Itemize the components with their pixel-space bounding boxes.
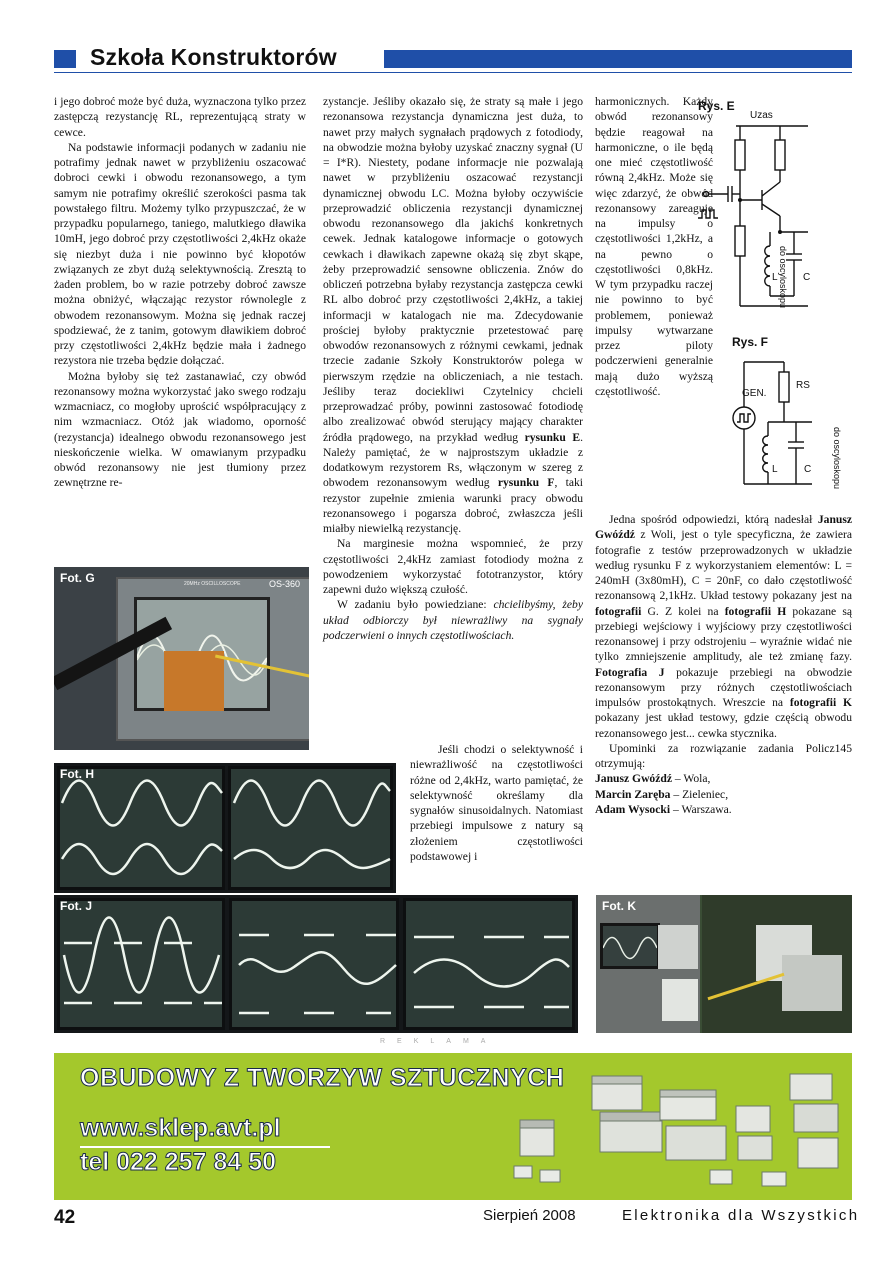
column-3-narrow (595, 94, 713, 399)
figure-label: Rys. F (732, 335, 769, 349)
photo-j (54, 895, 578, 1033)
figure-label: Rys. E (698, 99, 735, 113)
resistor-label: RS (796, 380, 810, 391)
advert-url-link[interactable]: www.sklep.avt.pl (80, 1114, 281, 1142)
paragraph: i jego dobroć może być duża, wyznaczona tylko przez zastępczą rezystancję RL, reprezentującą straty w cewce. (54, 95, 306, 139)
column-2 (323, 94, 583, 643)
paragraph: Można byłoby się też zastanawiać, czy obwód rezonansowy można wykorzystać jako swego rodzaju wzmacniacz, co mogłoby uprościć współpracujący z nim wzmacniacz. Otóż jak wiadomo, oporność (rezystancja) idealnego obwodu rezonansowego jest nieskończenie wielka. W omawianym przypadku obwód rezonansowy nie jest tłumiony przez zewnętrzne re- (54, 369, 306, 490)
paragraph: Jedna spośród odpowiedzi, którą nadesłał Janusz Gwóźdź z Woli, jest o tyle specyficzna, że zawiera fotografie z testów przeprowadzonych w układzie według rysunku F z wykorzystaniem elementów: L = 240mH (3x80mH), C = 20nF, co dało częstotliwość rezonansową 2,1kHz. Układ testowy pokazany jest na fotografii G. Z kolei na fotografii H pokazane są przebiegi wejściowy i wyjściowy przy częstotliwości rezonansowej i przy odstrojeniu – wyraźnie widać nie tylko zmniejszenie amplitudy, ale też zmianę fazy. Fotografia J pokazuje przebiegi na obwodzie rezonansowym przy różnych częstotliwościach impulsów prostokątnych. Wreszcie na fotografii K pokazany jest układ testowy, gdzie częścią obwodu rezonansowego jest... cewka stycznika. (595, 513, 852, 740)
section-title: Szkoła Konstruktorów (90, 44, 337, 70)
schematic-f (732, 332, 852, 502)
paragraph: Na podstawie informacji podanych w zadaniu nie potrafimy jednak nawet w przybliżeniu oszacować dobroci cewki i obwodu rezonansowego, a tym samym nie potrafimy określić szerokości pasma tak powstałego filtru. Możemy tylko przypuszczać, że w przypadku popularnego, taniego, malutkiego dławika 10mH, jego dobroć przy częstotliwości 2,4kHz okaże się niezbyt duża i nie powinno być kłopotów związanych ze zbyt dużą selektywnością. Zresztą to żaden problem, bo w razie potrzeby dobroć zawsze można obniżyć, włączając rezystor równolegle z obwodem rezonansowym. Można się jednak raczej spodziewać, że z tanim, gotowym dławikiem dobroć przy częstotliwości 2,4kHz będzie mała i żadnego rezystora nie trzeba będzie dołączać. (54, 140, 306, 368)
capacitor-label: C (804, 464, 812, 475)
magazine-title: Elektronika dla Wszystkich (622, 1207, 860, 1224)
photo-label: Fot. G (60, 571, 95, 585)
header-square (54, 50, 76, 68)
figure-e (698, 96, 853, 321)
scope-model: OS-360 (269, 579, 301, 589)
column-3 (595, 512, 852, 817)
inductor-label: L (772, 464, 778, 475)
winner: Janusz Gwóźdź – Wola, (595, 772, 711, 786)
column-2-lower (410, 742, 583, 864)
paragraph: Jeśli chodzi o selektywność i niewrażliwość na częstotliwości różne od 2,4kHz, warto pamiętać, że selektywność określamy dla sygnałów sinusoidalnych. Natomiast przebiegi impulsowe z natury są złożeniem częstotliwości podstawowej i (410, 743, 583, 863)
enclosures-image (500, 1060, 850, 1195)
photo-k (596, 895, 852, 1033)
generator-label: GEN. (742, 388, 767, 399)
advert-title: OBUDOWY Z TWORZYW SZTUCZNYCH (80, 1064, 565, 1092)
advert-phone: tel 022 257 84 50 (80, 1148, 276, 1176)
photo-g (54, 567, 309, 750)
photo-h (54, 763, 396, 893)
output-label: do oscyloskopu (778, 246, 788, 309)
winner: Marcin Zaręba – Zieleniec, (595, 787, 729, 801)
output-label: do oscyloskopu (832, 427, 842, 490)
issue-date: Sierpień 2008 (483, 1207, 576, 1224)
paragraph: zystancje. Jeśliby okazało się, że straty są małe i jego rezonansowa rezystancja dynamiczna jest duża, to nawet przy małych sygnałach prądowych z fotodiody, na obwodzie można byłoby uzyskać znaczny sygnał (U = I*R). Niestety, podane informacje nie pozwalają nawet w przybliżeniu oszacować rezystancji dynamicznej obwodu LC. Można byłoby oczywiście przeprowadzić obliczenia rezystancji dynamicznej obwodu rezonansowego dla jakichś konkretnych cewek. Jednak katalogowe informacje o gotowych cewkach i dławikach zapewne okażą się zbyt skąpe, żeby przeprowadzić sensowne obliczenia. Znów do obliczeń potrzebna byłaby rezystancja zastępcza cewki RL albo dobroć przy częstotliwości 2,4kHz, a takiej informacji w katalogach nie ma. Zdecydowanie prościej byłoby praktycznie przetestować parę obwodów rezonansowych z różnymi cewkami, jednak trzecie zadanie Szkoły Konstruktorów polega w pierwszym rzędzie na obliczeniach, a nie testach. Jeśliby teraz dociekliwi Czytelnicy chcieli przeprowadzać próby, powinni zastosować fotodiodę albo zrealizować obwód sterujący mający charakter źródła prądowego, na przykład według rysunku E. Należy pamiętać, że w najprostszym układzie z dodatkowym rezystorem Rs, włączonym w szereg z obwodem rezonansowym według rysunku F, taki rezystor zupełnie zmienia warunki pracy obwodu rezonansowego i pogarsza dobroć, zwłaszcza jeśli miałby niewielką rezystancję. (323, 95, 583, 535)
supply-label: Uzas (750, 110, 773, 121)
header-rule (54, 72, 852, 73)
photo-label: Fot. K (602, 899, 636, 913)
page-number: 42 (54, 1207, 76, 1228)
capacitor-label: C (803, 272, 811, 283)
paragraph: Upominki za rozwiązanie zadania Policz145 otrzymują: (595, 741, 852, 770)
scope-trace (603, 926, 657, 966)
inductor-label: L (772, 272, 778, 283)
photo-label: Fot. J (60, 899, 92, 913)
scope-brand: 20MHz OSCILLOSCOPE (184, 581, 241, 587)
paragraph: harmonicznych. Każdy obwód rezonansowy będzie reagował na harmoniczne, o ile będą one mieć częstotliwość równą 2,4kHz. Może się więc zdarzyć, że obwód rezonansowy zareaguje na impulsy o częstotliwości 1,2kHz, a na pewno o częstotliwości 0,8kHz. W tym przypadku raczej nie powinno to być problemem, ponieważ impulsy wytwarzane przez piloty podczerwieni generalnie mają dużo wyższą częstotliwość. (595, 95, 713, 398)
waveforms-j (54, 895, 578, 1033)
paragraph: W zadaniu było powiedziane: chcielibyśmy, żeby układ odbiorczy był niewrażliwy na sygnały podczerwieni o innych częstotliwościach. (323, 598, 583, 642)
waveforms-h (54, 763, 396, 893)
paragraph: Na marginesie można wspomnieć, że przy częstotliwości 2,4kHz zamiast fotodiody można z powodzeniem wykorzystać fototranzystor, który zapewni dużo większą czułość. (323, 537, 583, 596)
winner: Adam Wysocki – Warszawa. (595, 802, 732, 816)
header-bar (384, 50, 852, 68)
column-1 (54, 94, 306, 491)
photo-label: Fot. H (60, 767, 94, 781)
schematic-e (698, 96, 853, 321)
figure-f (732, 332, 852, 502)
advert-marker: REKLAMA (380, 1038, 498, 1045)
